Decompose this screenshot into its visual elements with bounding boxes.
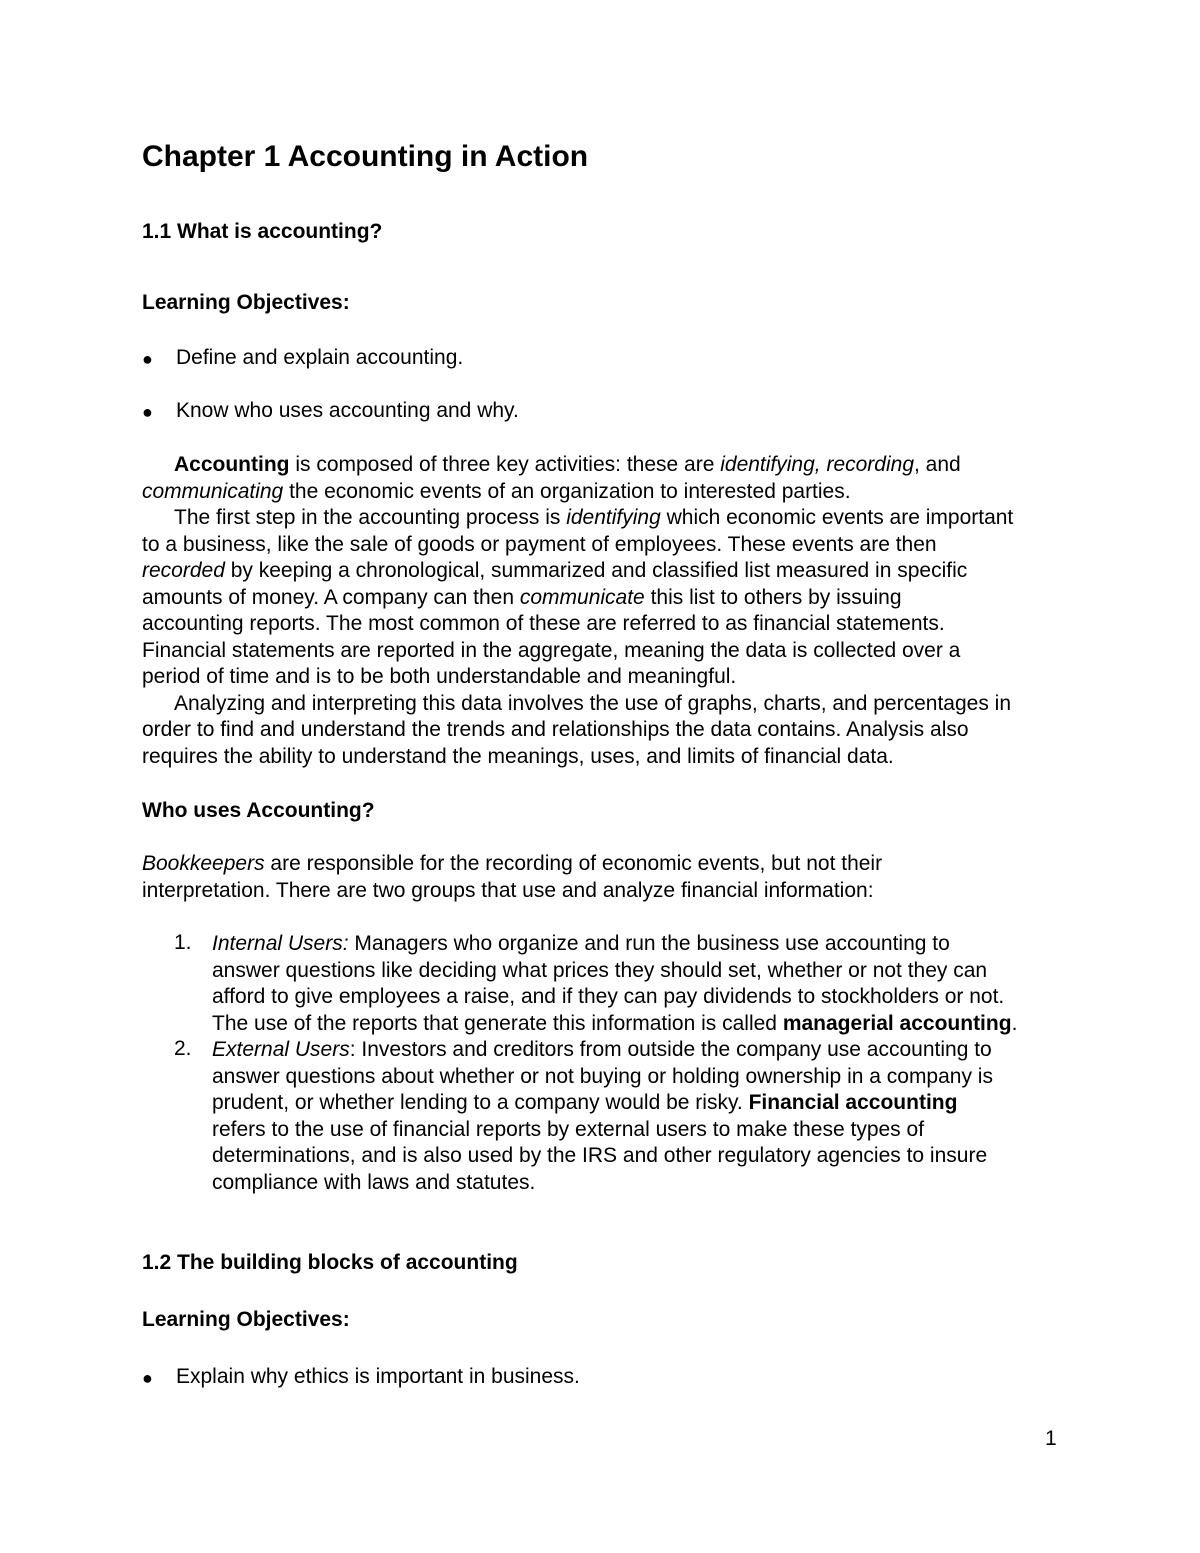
term-bookkeepers: Bookkeepers: [142, 852, 265, 875]
section-heading-1-1: 1.1 What is accounting?: [142, 220, 383, 243]
paragraph-line: Financial statements are reported in the aggregate, meaning the data is collected over a: [142, 638, 961, 662]
list-item-text: External Users: Investors and creditors from outside the company use accounting to answer questions about whether or not buying or holding ownership in a company is prudent, or whether lending to a company would be risky. Financial accounting refers to the use of financial reports by external users to make these types of determinations, and is also used by the IRS and other regulatory agencies to insure compliance with laws and statutes.: [212, 1038, 993, 1194]
paragraph-line: communicating the economic events of an organization to interested parties.: [142, 479, 851, 503]
section-heading-1-2: 1.2 The building blocks of accounting: [142, 1251, 518, 1274]
objective-text: Define and explain accounting.: [176, 346, 464, 369]
paragraph-line: recorded by keeping a chronological, summarized and classified list measured in specific: [142, 559, 968, 582]
learning-objectives-heading: Learning Objectives:: [142, 291, 350, 314]
paragraph-line: to a business, like the sale of goods or payment of employees. These events are then: [142, 532, 937, 556]
paragraph-line: Analyzing and interpreting this data involves the use of graphs, charts, and percentages in: [174, 691, 1012, 715]
list-item-text: Internal Users: Managers who organize and run the business use accounting to answer questions like deciding what prices they should set, whether or not they can afford to give employees a raise, and if they can pay dividends to stockholders or not. The use of the reports that generate this information is called managerial accounting.: [212, 932, 1018, 1035]
list-number: 2.: [174, 1037, 192, 1060]
bullet-icon: ●: [142, 1368, 153, 1388]
bullet-icon: ●: [142, 349, 153, 369]
learning-objectives-heading: Learning Objectives:: [142, 1308, 350, 1331]
paragraph-line: interpretation. There are two groups that use and analyze financial information:: [142, 878, 874, 902]
paragraph-line: amounts of money. A company can then communicate this list to others by issuing: [142, 585, 902, 609]
term-internal-users: Internal Users:: [212, 932, 349, 955]
paragraph-line: period of time and is to be both understandable and meaningful.: [142, 665, 737, 688]
term-external-users: External Users: [212, 1038, 350, 1061]
paragraph-line: Bookkeepers are responsible for the recording of economic events, but not their: [142, 852, 883, 875]
paragraph-line: Accounting is composed of three key activities: these are identifying, recording, and: [174, 453, 961, 476]
list-number: 1.: [174, 931, 192, 954]
term-managerial-accounting: managerial accounting: [782, 1011, 1012, 1035]
term-financial-accounting: Financial accounting: [748, 1091, 958, 1114]
paragraph-line: requires the ability to understand the meanings, uses, and limits of financial data.: [142, 744, 894, 768]
objective-text: Know who uses accounting and why.: [176, 399, 519, 422]
users-intro-paragraph: [142, 851, 1072, 904]
paragraph-line: order to find and understand the trends and relationships the data contains. Analysis also: [142, 718, 969, 741]
paragraph-line: The first step in the accounting process is identifying which economic events are important: [174, 506, 1014, 529]
bullet-icon: ●: [142, 402, 153, 422]
paragraph-line: accounting reports. The most common of these are referred to as financial statements.: [142, 612, 945, 635]
body-paragraph: [142, 452, 1072, 770]
page-number: 1: [1045, 1427, 1057, 1450]
term-accounting: Accounting: [174, 453, 290, 476]
users-heading: Who uses Accounting?: [142, 799, 375, 822]
chapter-title: Chapter 1 Accounting in Action: [142, 140, 589, 173]
objective-text: Explain why ethics is important in business.: [176, 1365, 580, 1388]
